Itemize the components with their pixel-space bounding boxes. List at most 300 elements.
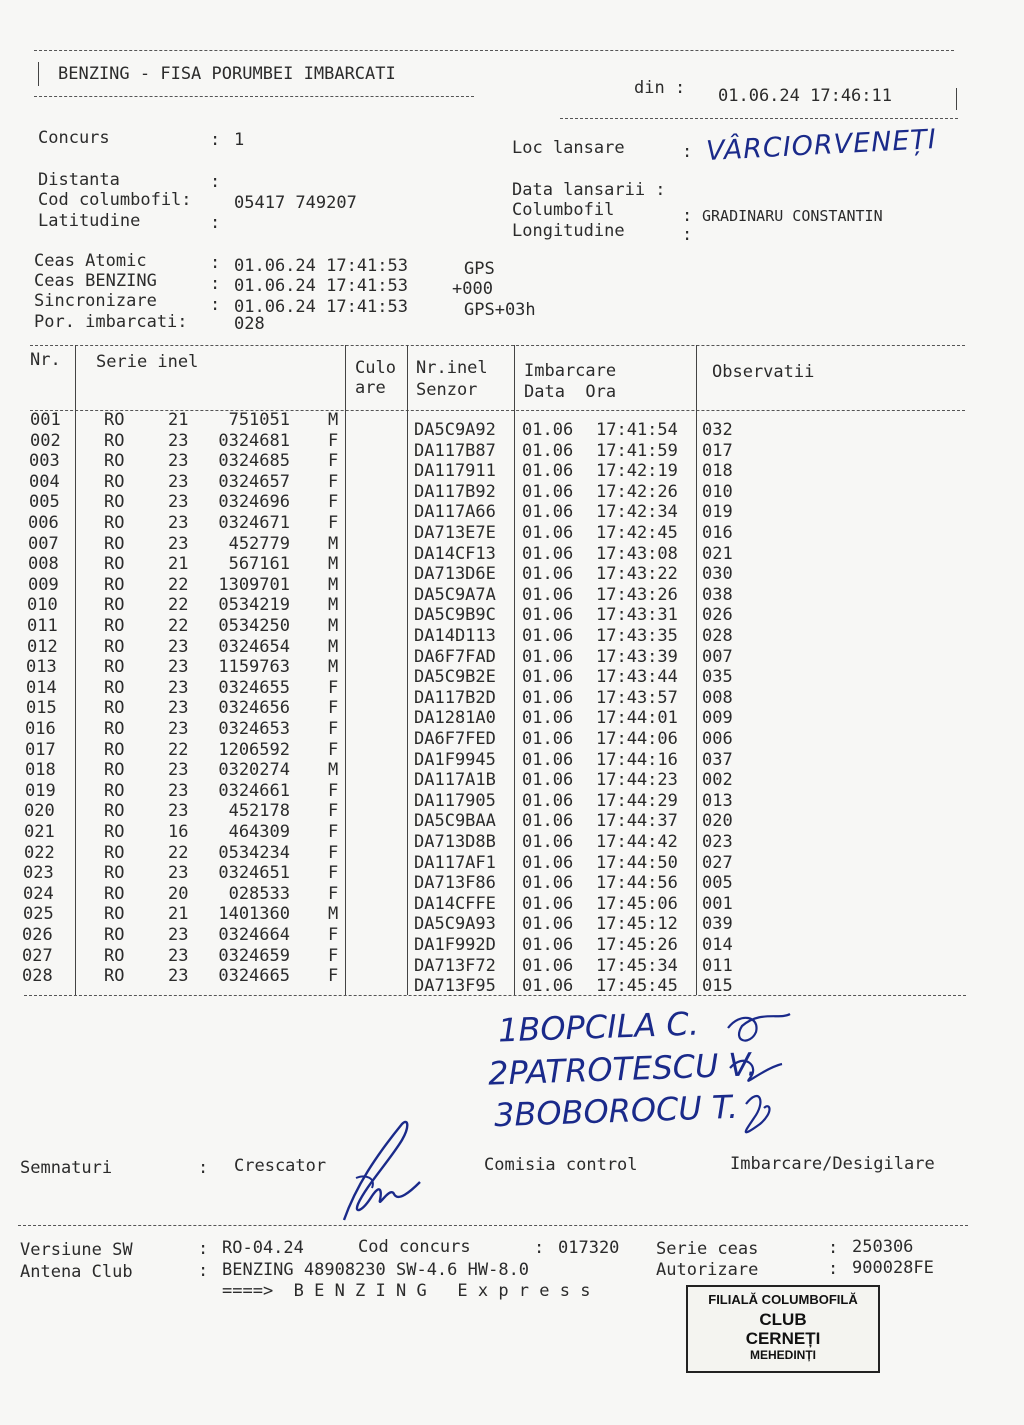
autorizare-colon: : [828,1259,839,1279]
row-ring: 0324659 [218,945,290,966]
row-sensor: DA117905 [414,790,496,811]
imbarcare-desigilare-label: Imbarcare/Desigilare [730,1154,935,1174]
row-country: RO [104,513,125,533]
row-sex: F [328,780,339,801]
row-ring: 452178 [228,801,290,822]
row-country: RO [104,801,125,822]
row-sex: M [328,574,339,595]
row-year: 23 [168,430,189,451]
row-country: RO [104,719,125,739]
row-observatii: 018 [702,461,733,482]
row-sensor: DA1281A0 [414,708,496,729]
row-sex: M [328,904,339,925]
antena-club-label: Antena Club [20,1262,133,1282]
serie-ceas-label: Serie ceas [656,1239,759,1259]
header-imbarcare-1: Imbarcare [524,361,617,381]
row-observatii: 010 [702,481,733,502]
row-ring: 1309701 [218,574,290,595]
concurs-colon: : [210,130,221,150]
row-nr: 017 [25,739,56,760]
row-sensor: DA14CFFE [414,893,496,914]
row-time: 17:44:23 [596,770,678,791]
row-country: RO [104,574,125,595]
header-serie-inel: Serie inel [96,352,199,372]
row-country: RO [104,966,125,987]
row-country: RO [104,471,125,492]
row-date: 01.06 [522,749,574,770]
longitudine-colon: : [682,225,693,245]
row-time: 17:45:12 [596,914,678,935]
row-country: RO [104,760,125,781]
header-date-rule [560,118,958,119]
ceas-atomic-label: Ceas Atomic [34,251,147,271]
row-time: 17:42:34 [596,502,678,523]
row-ring: 1159763 [218,657,290,678]
row-date: 01.06 [522,543,574,564]
row-year: 23 [168,925,189,945]
row-date: 01.06 [522,893,574,914]
row-time: 17:42:19 [596,461,678,482]
row-observatii: 038 [702,584,733,605]
row-sensor: DA5C9A93 [414,914,496,935]
row-sex: M [328,636,339,657]
row-sensor: DA14CF13 [414,543,496,564]
row-sex: F [328,863,339,884]
cod-concurs-value: 017320 [558,1238,620,1258]
table-top-rule [30,345,965,346]
cod-columbofil-label: Cod columbofil: [38,190,192,210]
row-year: 23 [168,492,189,513]
row-country: RO [104,780,125,801]
header-right-rule [956,88,957,110]
row-year: 22 [168,842,189,863]
header-bottom-rule [34,96,474,97]
row-year: 23 [168,636,189,657]
row-sensor: DA713F72 [414,955,496,976]
row-sensor: DA6F7FED [414,729,496,749]
crescator-label: Crescator [234,1156,327,1176]
row-time: 17:44:01 [596,708,678,729]
row-time: 17:44:37 [596,811,678,832]
row-date: 01.06 [522,790,574,811]
row-time: 17:43:39 [596,646,678,667]
data-lansarii-label: Data lansarii : [512,180,666,200]
row-ring: 0324654 [218,636,290,657]
row-nr: 022 [24,842,55,863]
row-sensor: DA5C9B2E [414,667,496,688]
stamp-line-3: CERNEȚI [745,1328,821,1348]
row-sensor: DA5C9A7A [414,584,496,605]
row-sex: M [328,760,339,781]
stamp-line-1: FILIALĂ COLUMBOFILĂ [708,1292,858,1307]
row-nr: 013 [26,657,57,678]
row-sex: F [328,801,339,822]
row-year: 21 [168,554,189,575]
row-ring: 0324696 [218,492,290,513]
row-sensor: DA713F86 [414,873,496,894]
benzing-express-banner: ====> B E N Z I N G E x p r e s s [222,1281,591,1301]
table-row [0,822,1000,852]
row-sex: M [328,554,339,575]
row-country: RO [104,925,125,945]
loc-lansare-colon: : [682,142,693,162]
row-observatii: 006 [702,729,733,749]
row-country: RO [104,677,125,698]
row-ring: 0534234 [218,842,290,863]
row-sex: M [328,657,339,678]
row-ring: 0324685 [218,451,290,472]
versiune-sw-value: RO-04.24 [222,1238,304,1258]
row-nr: 021 [24,822,55,842]
ceas-benzing-colon: : [210,274,221,294]
row-date: 01.06 [522,420,574,440]
row-date: 01.06 [522,832,574,852]
row-sex: F [328,842,339,863]
header-observatii: Observatii [712,362,815,382]
row-year: 23 [168,760,189,781]
row-date: 01.06 [522,584,574,605]
header-culoare-2: are [355,378,386,398]
row-ring: 464309 [228,822,290,842]
header-nr-inel-2: Senzor [416,380,478,400]
row-sensor: DA5C9B9C [414,605,496,626]
row-date: 01.06 [522,605,574,626]
sincronizare-label: Sincronizare [34,291,157,311]
row-ring: 1401360 [218,904,290,925]
row-time: 17:43:44 [596,667,678,688]
row-observatii: 027 [702,852,733,873]
row-ring: 751051 [228,410,290,430]
row-sex: F [328,471,339,492]
row-time: 17:45:06 [596,893,678,914]
row-sensor: DA117A66 [414,502,496,523]
row-country: RO [104,945,125,966]
ceas-benzing-value: 01.06.24 17:41:53 [234,276,408,296]
row-date: 01.06 [522,440,574,461]
row-time: 17:43:26 [596,584,678,605]
cod-concurs-colon: : [534,1238,545,1258]
row-country: RO [104,595,125,616]
row-year: 22 [168,616,189,636]
row-year: 23 [168,451,189,472]
row-ring: 452779 [228,533,290,554]
row-ring: 0324681 [218,430,290,451]
row-ring: 0324651 [218,863,290,884]
row-date: 01.06 [522,708,574,729]
row-sensor: DA117B2D [414,687,496,708]
sincronizare-value: 01.06.24 17:41:53 [234,297,408,317]
row-ring: 0324656 [218,698,290,719]
row-time: 17:42:26 [596,481,678,502]
antena-club-colon: : [198,1261,209,1281]
row-sex: M [328,533,339,554]
crescator-signature [336,1116,446,1228]
header-culoare-1: Culo [355,358,396,378]
serie-ceas-colon: : [828,1238,839,1258]
row-sex: F [328,677,339,698]
row-nr: 004 [29,471,60,492]
row-country: RO [104,492,125,513]
print-date-label: din : [634,78,686,98]
semnaturi-colon: : [198,1158,209,1178]
row-country: RO [104,533,125,554]
ceas-atomic-colon: : [210,253,221,273]
row-date: 01.06 [522,770,574,791]
row-time: 17:44:29 [596,790,678,811]
handwritten-line-2: 2PATROTESCU V. [487,1045,758,1093]
row-ring: 0324661 [218,780,290,801]
row-observatii: 008 [702,687,733,708]
concurs-label: Concurs [38,128,110,148]
header-top-rule [34,50,954,51]
row-date: 01.06 [522,646,574,667]
row-nr: 008 [28,554,59,575]
row-ring: 0534250 [218,616,290,636]
row-sex: F [328,430,339,451]
table-row [0,719,1000,749]
row-observatii: 021 [702,543,733,564]
row-observatii: 007 [702,646,733,667]
row-year: 23 [168,657,189,678]
semnaturi-label: Semnaturi [20,1158,113,1178]
row-country: RO [104,863,125,884]
row-nr: 002 [30,430,61,451]
row-time: 17:45:45 [596,976,678,997]
table-row [0,966,1000,997]
latitudine-colon: : [210,213,221,233]
row-date: 01.06 [522,502,574,523]
row-country: RO [104,430,125,451]
header-left-rule [38,62,39,86]
row-sensor: DA117B87 [414,440,496,461]
row-ring: 0324664 [218,925,290,945]
row-time: 17:44:56 [596,873,678,894]
handwritten-line-1: 1BOPCILA C. [497,1004,700,1050]
row-date: 01.06 [522,564,574,585]
row-country: RO [104,554,125,575]
row-observatii: 001 [702,893,733,914]
handwritten-line-3: 3BOBOROCU T. [493,1087,739,1135]
row-sensor: DA117AF1 [414,852,496,873]
row-year: 23 [168,698,189,719]
row-date: 01.06 [522,811,574,832]
row-year: 21 [168,410,189,430]
row-date: 01.06 [522,481,574,502]
columbofil-label: Columbofil [512,200,615,220]
stamp-line-2: CLUB [759,1310,807,1330]
row-year: 23 [168,863,189,884]
serie-ceas-value: 250306 [852,1237,914,1257]
row-nr: 010 [27,595,58,616]
longitudine-label: Longitudine [512,221,625,241]
row-time: 17:43:35 [596,626,678,646]
row-sex: F [328,492,339,513]
row-sensor: DA713E7E [414,523,496,543]
row-nr: 001 [30,410,61,430]
row-observatii: 026 [702,605,733,626]
row-nr: 011 [27,616,58,636]
cod-columbofil-value: 05417 749207 [234,193,357,213]
row-observatii: 009 [702,708,733,729]
row-observatii: 032 [702,420,733,440]
row-year: 23 [168,677,189,698]
autorizare-label: Autorizare [656,1260,759,1280]
distanta-colon: : [210,172,221,192]
row-date: 01.06 [522,873,574,894]
row-nr: 007 [28,533,59,554]
row-sex: F [328,883,339,904]
row-nr: 014 [26,677,57,698]
row-nr: 015 [26,698,57,719]
row-nr: 028 [22,966,53,987]
row-observatii: 030 [702,564,733,585]
row-date: 01.06 [522,935,574,955]
ceas-benzing-label: Ceas BENZING [34,271,157,291]
porumbei-imbarcati-value: 028 [234,314,265,334]
print-date-value: 01.06.24 17:46:11 [718,86,892,106]
row-sensor: DA713D6E [414,564,496,585]
row-observatii: 011 [702,955,733,976]
row-ring: 0534219 [218,595,290,616]
row-nr: 018 [25,760,56,781]
row-observatii: 002 [702,770,733,791]
row-date: 01.06 [522,667,574,688]
row-ring: 1206592 [218,739,290,760]
row-sex: F [328,739,339,760]
row-year: 23 [168,780,189,801]
row-nr: 005 [29,492,60,513]
antena-club-value: BENZING 48908230 SW-4.6 HW-8.0 [222,1260,530,1280]
row-time: 17:41:54 [596,420,678,440]
row-country: RO [104,842,125,863]
row-time: 17:44:06 [596,729,678,749]
row-nr: 024 [23,883,54,904]
header-imbarcare-2: Data Ora [524,382,617,402]
row-ring: 0324653 [218,719,290,739]
row-nr: 026 [22,925,53,945]
row-sex: F [328,925,339,945]
row-ring: 0324657 [218,471,290,492]
row-sex: M [328,410,339,430]
row-observatii: 017 [702,440,733,461]
row-country: RO [104,616,125,636]
versiune-sw-label: Versiune SW [20,1240,133,1260]
row-nr: 023 [23,863,54,884]
row-sex: F [328,945,339,966]
row-country: RO [104,657,125,678]
ceas-atomic-value: 01.06.24 17:41:53 [234,256,408,276]
row-sex: F [328,698,339,719]
footer-top-rule [18,1225,968,1226]
row-observatii: 016 [702,523,733,543]
table-row [0,616,1000,646]
row-date: 01.06 [522,626,574,646]
row-sensor: DA14D113 [414,626,496,646]
row-date: 01.06 [522,729,574,749]
table-row [0,925,1000,955]
row-time: 17:45:34 [596,955,678,976]
row-sensor: DA117B92 [414,481,496,502]
sincronizare-suffix: GPS+03h [464,300,536,320]
row-year: 23 [168,471,189,492]
ceas-atomic-suffix: GPS [464,259,495,279]
row-year: 23 [168,801,189,822]
club-stamp [686,1285,880,1373]
document-title: BENZING - FISA PORUMBEI IMBARCATI [58,64,396,84]
row-ring: 028533 [228,883,290,904]
row-country: RO [104,904,125,925]
row-country: RO [104,636,125,657]
row-sensor: DA713D8B [414,832,496,852]
loc-lansare-handwritten: VÂRCIORVENEȚI [705,123,938,168]
row-observatii: 035 [702,667,733,688]
row-sensor: DA117911 [414,461,496,482]
row-nr: 009 [28,574,59,595]
row-ring: 0324665 [218,966,290,987]
row-sensor: DA713F95 [414,976,496,997]
row-observatii: 015 [702,976,733,997]
row-date: 01.06 [522,461,574,482]
row-observatii: 037 [702,749,733,770]
row-nr: 016 [25,719,56,739]
row-time: 17:43:31 [596,605,678,626]
row-sensor: DA5C9BAA [414,811,496,832]
row-date: 01.06 [522,523,574,543]
row-nr: 012 [27,636,58,657]
row-sensor: DA5C9A92 [414,420,496,440]
row-sensor: DA1F9945 [414,749,496,770]
comisia-control-label: Comisia control [484,1155,638,1175]
row-time: 17:44:16 [596,749,678,770]
row-year: 21 [168,904,189,925]
row-sensor: DA117A1B [414,770,496,791]
row-year: 23 [168,533,189,554]
row-country: RO [104,698,125,719]
row-country: RO [104,739,125,760]
row-country: RO [104,451,125,472]
columbofil-colon: : [682,206,693,226]
ceas-benzing-suffix: +000 [452,279,493,299]
row-observatii: 005 [702,873,733,894]
row-observatii: 023 [702,832,733,852]
row-observatii: 014 [702,935,733,955]
row-year: 16 [168,822,189,842]
row-time: 17:43:57 [596,687,678,708]
row-sex: F [328,451,339,472]
header-nr: Nr. [30,350,61,370]
row-country: RO [104,883,125,904]
row-year: 22 [168,739,189,760]
autorizare-value: 900028FE [852,1258,934,1278]
sincronizare-colon: : [210,295,221,315]
row-country: RO [104,410,125,430]
row-time: 17:45:26 [596,935,678,955]
row-observatii: 019 [702,502,733,523]
row-sensor: DA6F7FAD [414,646,496,667]
row-country: RO [104,822,125,842]
cod-concurs-label: Cod concurs [358,1237,471,1257]
row-sensor: DA1F992D [414,935,496,955]
row-sex: F [328,966,339,987]
table-row [0,513,1000,543]
row-ring: 0324671 [218,513,290,533]
row-sex: F [328,822,339,842]
latitudine-label: Latitudine [38,211,141,231]
columbofil-value: GRADINARU CONSTANTIN [702,207,883,225]
table-row [0,410,1000,440]
row-year: 20 [168,883,189,904]
row-observatii: 028 [702,626,733,646]
